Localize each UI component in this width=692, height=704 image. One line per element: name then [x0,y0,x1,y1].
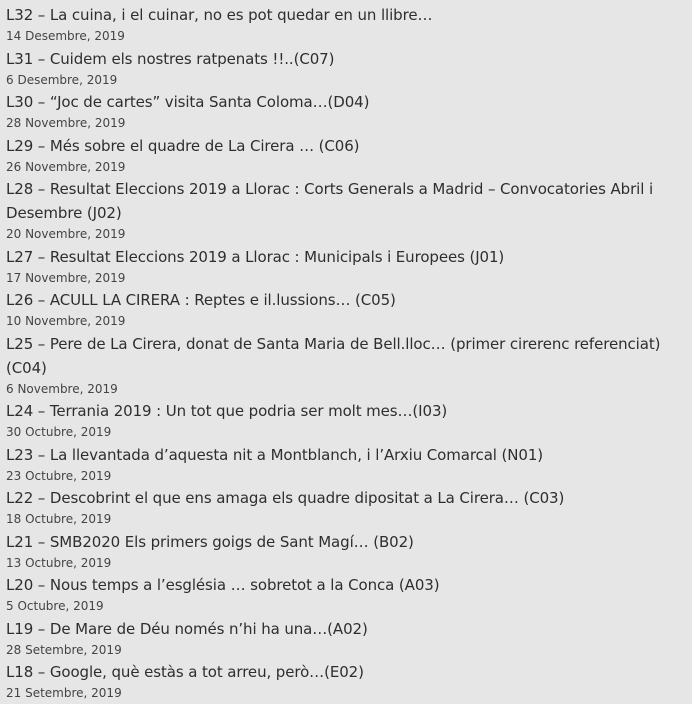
post-date: 14 Desembre, 2019 [6,29,125,43]
list-item [6,90,686,134]
post-date: 20 Novembre, 2019 [6,227,126,241]
post-title-link[interactable]: L21 – SMB2020 Els primers goigs de Sant Magí… (B02) [6,532,414,551]
post-title-link[interactable]: L27 – Resultat Eleccions 2019 a Llorac : Municipals i Europees (J01) [6,247,505,266]
list-item [6,573,686,617]
post-title-link[interactable]: L20 – Nous temps a l’església … sobretot a la Conca (A03) [6,576,440,594]
list-item [6,245,686,289]
list-item [6,288,686,332]
list-item [6,134,686,178]
list-item [6,399,686,443]
post-title-link[interactable]: L29 – Més sobre el quadre de La Cirera … (C06) [6,136,360,155]
post-title-link[interactable]: L24 – Terrania 2019 : Un tot que podria ser molt mes…(I03) [6,402,448,420]
list-item [6,443,686,487]
post-date: 30 Octubre, 2019 [6,425,112,439]
post-title-link[interactable]: L28 – Resultat Eleccions 2019 a Llorac : Corts Generals a Madrid – Convocatories Abril i Desembre (J02) [6,180,654,222]
post-title-link[interactable]: L30 – “Joc de cartes” visita Santa Coloma…(D04) [6,93,370,111]
post-title-link[interactable]: L23 – La llevantada d’aquesta nit a Montblanch, i l’Arxiu Comarcal (N01) [6,445,544,464]
post-date: 23 Octubre, 2019 [6,468,112,483]
post-date: 6 Novembre, 2019 [6,381,118,396]
list-item [6,660,686,704]
post-title-link[interactable]: L19 – De Mare de Déu només n’hi ha una…(A02) [6,619,368,638]
list-item [6,332,686,400]
post-date: 28 Novembre, 2019 [6,116,126,130]
list-item [6,47,686,91]
list-item [6,530,686,574]
post-date: 5 Octubre, 2019 [6,599,104,613]
post-date: 6 Desembre, 2019 [6,72,118,87]
post-title-link[interactable]: L18 – Google, què estàs a tot arreu, però…(E02) [6,663,364,681]
post-date: 26 Novembre, 2019 [6,159,126,174]
post-title-link[interactable]: L32 – La cuina, i el cuinar, no es pot quedar en un llibre… [6,6,433,24]
post-title-link[interactable]: L26 – ACULL LA CIRERA : Reptes e il.lussions… (C05) [6,291,396,309]
list-item [6,486,686,530]
post-date: 28 Setembre, 2019 [6,642,122,657]
post-date: 21 Setembre, 2019 [6,686,122,700]
post-title-link[interactable]: L22 – Descobrint el que ens amaga els quadre dipositat a La Cirera… (C03) [6,489,565,507]
list-item [6,3,686,47]
post-title-link[interactable]: L25 – Pere de La Cirera, donat de Santa Maria de Bell.lloc… (primer cirerenc referenciat)(C04) [6,334,661,377]
list-item [6,177,686,245]
list-item [6,617,686,661]
post-date: 10 Novembre, 2019 [6,314,126,328]
post-date: 13 Octubre, 2019 [6,555,112,570]
post-date: 17 Novembre, 2019 [6,270,126,285]
post-title-link[interactable]: L31 – Cuidem els nostres ratpenats !!..(C07) [6,49,335,68]
post-date: 18 Octubre, 2019 [6,512,112,526]
